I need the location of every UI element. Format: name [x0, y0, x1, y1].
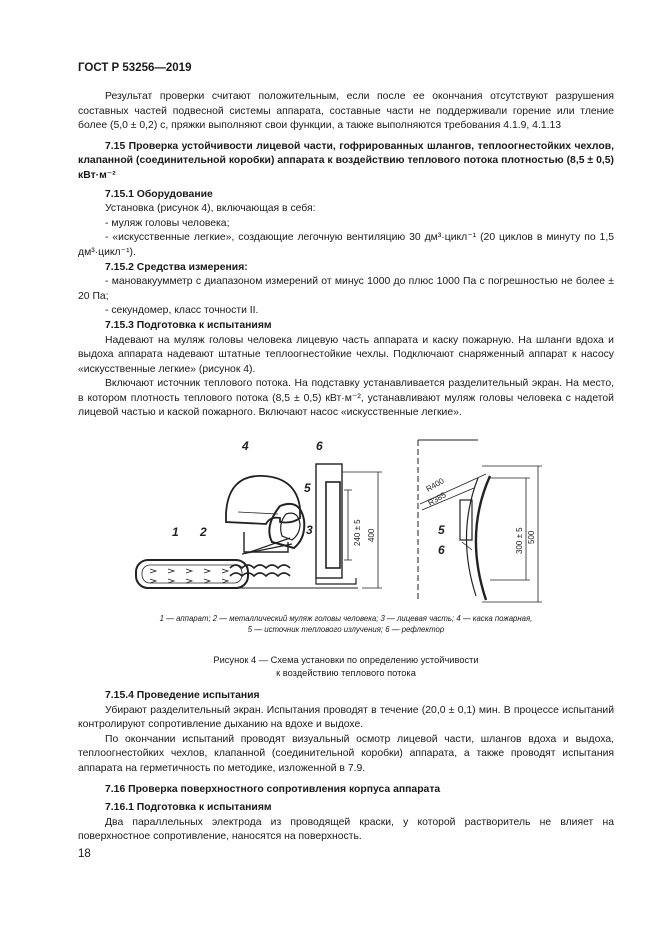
equipment-intro: Установка (рисунок 4), включающая в себя:	[105, 203, 316, 215]
legend-line-1: 1 — аппарат; 2 — металлический муляж головы человека; 3 — лицевая часть; 4 — каска пожарная,	[159, 614, 533, 623]
section-7-15-3-title: 7.15.3 Подготовка к испытаниям	[105, 319, 272, 331]
document-header: ГОСТ Р 53256—2019	[78, 62, 192, 74]
label-5: 5	[304, 481, 311, 495]
dim-r385: R385	[426, 490, 448, 508]
dim-300: 300 ± 5	[515, 527, 524, 554]
equipment-item-2: - «искусственные легкие», создающие легочную вентиляцию 30 дм³·цикл⁻¹ (20 циклов в минуту по 1,5 дм³·цикл⁻¹).	[78, 232, 614, 258]
label-6: 6	[316, 439, 323, 453]
equipment-item-1: - муляж головы человека;	[105, 217, 230, 229]
heat-source	[326, 482, 340, 568]
section-7-15-1-title: 7.15.1 Оборудование	[105, 188, 213, 200]
section-7-16-1-title: 7.16.1 Подготовка к испытаниям	[105, 802, 272, 814]
intro-paragraph: Результат проверки считают положительным, если после ее окончания отсутствуют разрушения составных частей подвесной системы аппарата, составные части не поддерживали горение или тление более (5,0 ± 0,2) с, пряжки выполняют свои функции, а также выполняются требования 4.1.9, 4.1.13	[78, 91, 614, 132]
legend-line-2: 5 — источник теплового излучения; 6 — рефлектор	[247, 625, 445, 634]
label-2: 2	[200, 525, 207, 539]
preparation-paragraph-2: Включают источник теплового потока. На подставку устанавливается разделительный экран. На место, в котором плотность теплового потока (8,5 ± 0,5) кВт·м⁻², устанавливают муляж головы человека с надетой лицевой частью и каской пожарного. Включают насос «искусственные легкие».	[78, 378, 614, 419]
label-4: 4	[242, 439, 249, 453]
caption-line-2: к воздействию теплового потока	[276, 668, 416, 678]
dim-500: 500	[527, 530, 536, 544]
corrugated-hose	[230, 565, 290, 568]
section-7-16-1-text: Два параллельных электрода из проводящей краски, у которой растворитель не влияет на поверхностное сопротивление, наносятся на поверхность.	[78, 816, 614, 843]
caption-line-1: Рисунок 4 — Схема установки по определению устойчивости	[213, 655, 479, 665]
reflector	[316, 464, 342, 578]
instrument-item-1: - мановакуумметр с диапазоном измерений от минус 1000 до плюс 1000 Па с погрешностью не более ± 20 Па;	[78, 276, 614, 302]
text-block-top	[78, 90, 614, 421]
section-7-16-title: 7.16 Проверка поверхностного сопротивления корпуса аппарата	[105, 783, 441, 795]
dim-240: 240 ± 5	[353, 519, 362, 546]
section-7-15-title: 7.15 Проверка устойчивости лицевой части, гофрированных шлангов, теплоогнестойких чехлов, клапанной (соединительной коробки) аппарата к воздействию теплового потока плотностью (8,5 ± 0,5) кВт·м⁻²	[78, 140, 614, 181]
test-paragraph-1: Убирают разделительный экран. Испытания проводят в течение (20,0 ± 0,1) мин. В процессе испытаний контролируют сопротивление дыханию на вдохе и выдохе.	[78, 704, 614, 731]
instrument-item-2: - секундомер, класс точности II.	[105, 305, 259, 317]
section-7-15-2-title: 7.15.2 Средства измерения:	[105, 261, 248, 273]
label-5b: 5	[438, 523, 445, 537]
figure-legend	[78, 613, 614, 635]
section-7-15-4-title: 7.15.4 Проведение испытания	[105, 690, 260, 701]
face-piece	[269, 504, 304, 548]
preparation-paragraph-1: Надевают на муляж головы человека лицевую часть аппарата и каску пожарную. На шланги вдоха и выдоха аппарата надевают штатные теплоогнестойкие чехлы. Подключают снаряженный аппарат к насосу «искусственные легкие» (рисунок 4).	[78, 334, 614, 375]
figure-caption	[78, 654, 614, 680]
dim-r400: R400	[424, 476, 446, 494]
text-block-bottom	[78, 689, 614, 845]
reflector-arc	[476, 476, 490, 600]
label-3: 3	[306, 523, 313, 537]
label-6b: 6	[438, 543, 445, 557]
dim-400: 400	[367, 528, 376, 542]
label-1: 1	[172, 525, 179, 539]
figure-4-diagram	[130, 430, 550, 605]
page-number: 18	[78, 848, 91, 860]
test-paragraph-2: По окончании испытаний проводят визуальный осмотр лицевой части, шлангов вдоха и выдоха, теплоогнестойких чехлов, клапанной (соединительной коробки) аппарата, а также проводят испытания аппарата на герметичность по методике, изложенной в 7.9.	[78, 733, 614, 774]
fire-helmet	[226, 476, 300, 524]
